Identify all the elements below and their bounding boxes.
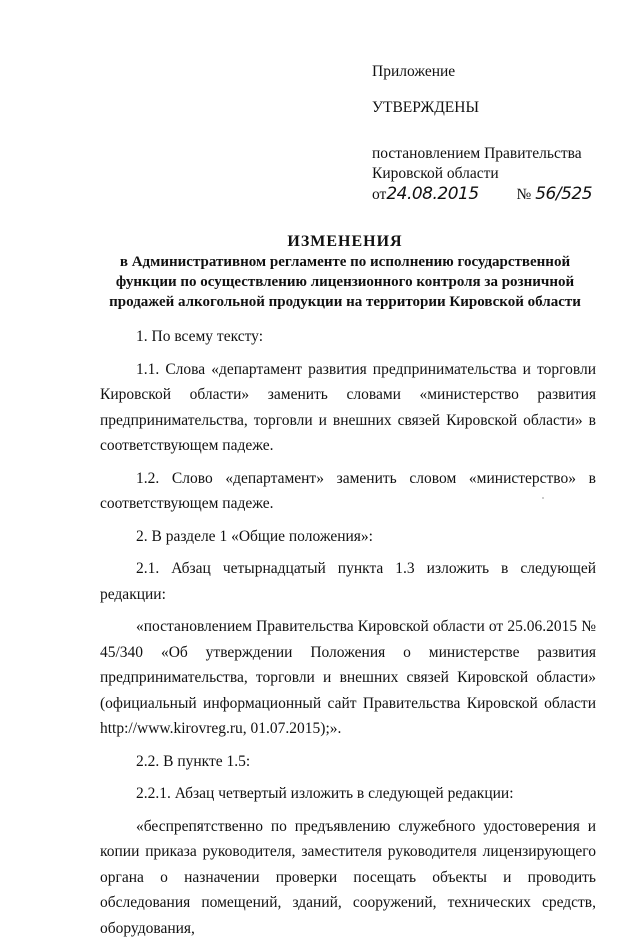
handwritten-date: 24.08.2015 [386,184,478,204]
number-prefix: № [517,185,532,205]
scan-speck [542,497,544,499]
paragraph-2-1: 2.1. Абзац четырнадцатый пункта 1.3 изложить в следующей редакции: [100,556,596,607]
paragraph-2-2: 2.2. В пункте 1.5: [100,749,596,775]
document-title: ИЗМЕНЕНИЯ [100,232,590,252]
paragraph-1: 1. По всему тексту: [100,324,596,350]
paragraph-2-2-1-quote: «беспрепятственно по предъявлению служебного удостоверения и копии приказа руководителя, заместителя руководителя лицензирующего органа о назначении проверки посещать объекты и проводить обследования помещений, зданий, сооружений, технических средств, оборудования, [100,814,596,941]
approved-label: УТВЕРЖДЕНЫ [372,98,592,118]
date-prefix: от [372,186,386,203]
paragraph-2: 2. В разделе 1 «Общие положения»: [100,524,596,550]
subtitle-line-3: продажей алкогольной продукции на территории Кировской области [100,292,590,312]
document-body [100,324,596,941]
subtitle-line-1: в Административном регламенте по исполнению государственной [100,252,590,272]
subtitle-line-2: функции по осуществлению лицензионного контроля за розничной [100,272,590,292]
document-header [100,232,590,312]
paragraph-2-1-quote: «постановлением Правительства Кировской области от 25.06.2015 № 45/340 «Об утверждении Положения о министерстве развития предпринимательства, торговли и внешних связей Кировской области» (официальный информационный сайт Правительства Кировской области http://www.kirovreg.ru, 01.07.2015);». [100,614,596,742]
paragraph-1-1: 1.1. Слова «департамент развития предпринимательства и торговли Кировской области» заменить словами «министерство развития предпринимательства, торговли и внешних связей Кировской области» в соответствующем падеже. [100,357,596,459]
approval-stamp [372,62,592,205]
paragraph-1-2: 1.2. Слово «департамент» заменить словом «министерство» в соответствующем падеже. [100,466,596,517]
appendix-label: Приложение [372,62,592,82]
handwritten-number: 56/525 [535,184,592,204]
resolution-line-2: Кировской области [372,164,592,184]
resolution-line-1: постановлением Правительства [372,144,592,164]
paragraph-2-2-1: 2.2.1. Абзац четвертый изложить в следующей редакции: [100,781,596,807]
resolution-date-line [372,184,592,205]
